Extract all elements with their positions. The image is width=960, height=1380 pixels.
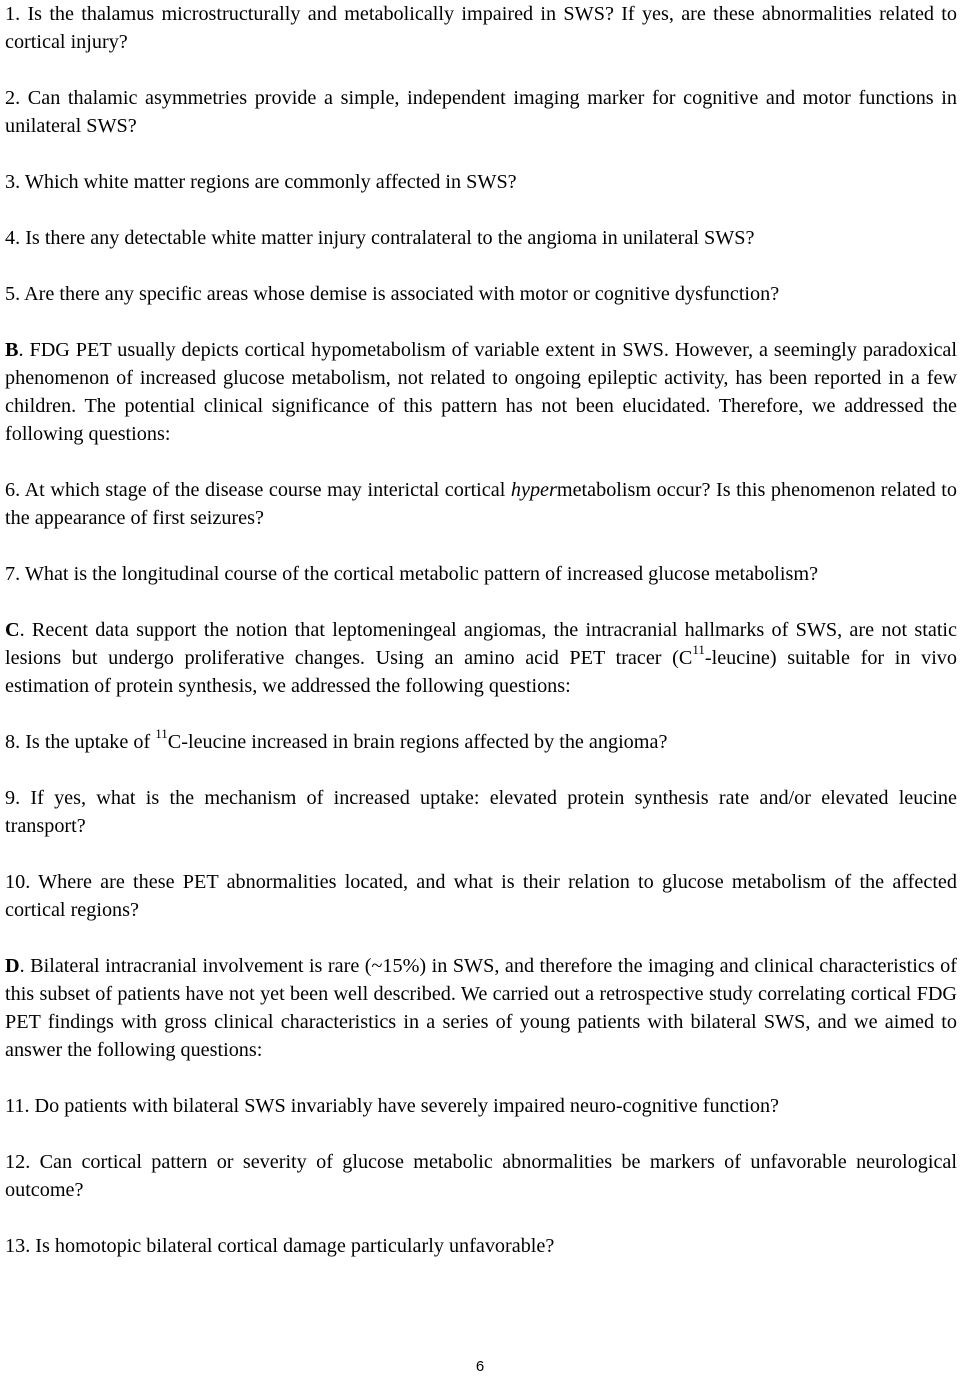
section-d-paragraph <box>5 952 957 1064</box>
question-6 <box>5 476 957 532</box>
document-page <box>5 0 957 1260</box>
question-6-italic: hyper <box>510 479 557 501</box>
section-c-superscript: 11 <box>692 642 705 658</box>
section-c-label: C <box>5 619 20 641</box>
page-number: 6 <box>475 1358 485 1375</box>
question-8-text-end: C-leucine increased in brain regions affected by the angioma? <box>167 731 668 753</box>
question-1: 1. Is the thalamus microstructurally and metabolically impaired in SWS? If yes, are these abnormalities related to cortical injury? <box>5 3 957 53</box>
question-8-text-start: 8. Is the uptake of <box>5 731 156 753</box>
question-3: 3. Which white matter regions are commonly affected in SWS? <box>5 171 517 193</box>
question-12: 12. Can cortical pattern or severity of glucose metabolic abnormalities be markers of unfavorable neurological outcome? <box>5 1151 957 1201</box>
question-6-text-end: metabolism occur? Is this phenomenon related to the appearance of first seizures? <box>5 479 957 529</box>
question-11: 11. Do patients with bilateral SWS invariably have severely impaired neuro-cognitive function? <box>5 1095 779 1117</box>
section-b-text: . FDG PET usually depicts cortical hypometabolism of variable extent in SWS. However, a seemingly paradoxical phenomenon of increased glucose metabolism, not related to ongoing epileptic activity, has been reported in a few children. The potential clinical significance of this pattern has not been elucidated. Therefore, we addressed the following questions: <box>5 339 957 445</box>
question-8-superscript: 11 <box>155 726 168 742</box>
question-8 <box>5 728 957 756</box>
section-d-label: D <box>5 955 20 977</box>
section-c-text-start: . Recent data support the notion that leptomeningeal angiomas, the intracranial hallmarks of SWS, are not static lesions but undergo proliferative changes. Using an amino acid PET tracer (C <box>5 619 957 669</box>
section-c-text-end: -leucine) suitable for in vivo estimation of protein synthesis, we addressed the following questions: <box>5 647 957 697</box>
section-b-paragraph <box>5 336 957 448</box>
question-13: 13. Is homotopic bilateral cortical damage particularly unfavorable? <box>5 1235 555 1257</box>
question-10: 10. Where are these PET abnormalities located, and what is their relation to glucose metabolism of the affected cortical regions? <box>5 871 957 921</box>
section-d-text: . Bilateral intracranial involvement is rare (~15%) in SWS, and therefore the imaging and clinical characteristics of this subset of patients have not yet been well described. We carried out a retrospective study correlating cortical FDG PET findings with gross clinical characteristics in a series of young patients with bilateral SWS, and we aimed to answer the following questions: <box>5 955 957 1061</box>
question-2: 2. Can thalamic asymmetries provide a simple, independent imaging marker for cognitive and motor functions in unilateral SWS? <box>5 87 957 137</box>
question-4: 4. Is there any detectable white matter injury contralateral to the angioma in unilateral SWS? <box>5 227 755 249</box>
question-5: 5. Are there any specific areas whose demise is associated with motor or cognitive dysfunction? <box>5 283 780 305</box>
question-6-text-start: 6. At which stage of the disease course may interictal cortical <box>5 479 511 501</box>
question-9: 9. If yes, what is the mechanism of increased uptake: elevated protein synthesis rate and/or elevated leucine transport? <box>5 787 957 837</box>
section-c-paragraph <box>5 616 957 700</box>
question-7: 7. What is the longitudinal course of the cortical metabolic pattern of increased glucose metabolism? <box>5 563 819 585</box>
section-b-label: B <box>5 339 19 361</box>
